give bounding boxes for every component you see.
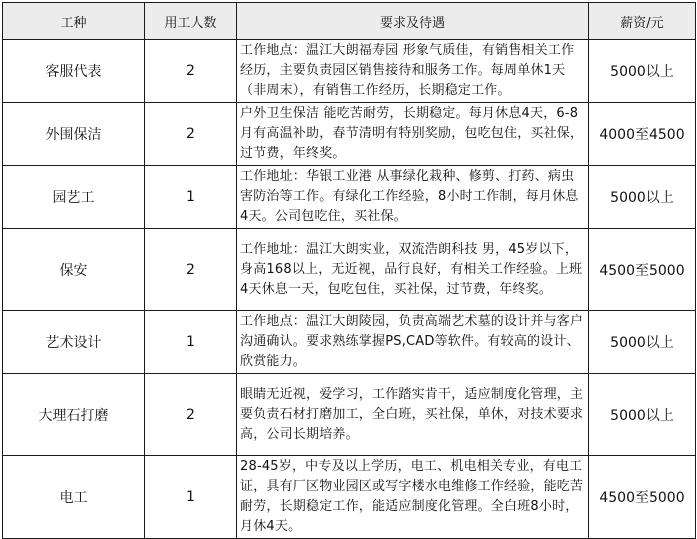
headcount-cell: 1 — [145, 311, 237, 374]
salary-cell: 5000以上 — [589, 311, 696, 374]
table-body — [3, 40, 696, 539]
headcount-cell: 2 — [145, 40, 237, 103]
headcount-cell: 2 — [145, 374, 237, 456]
requirements-cell: 工作地点：温江大朗陵园，负责高端艺术墓的设计并与客户沟通确认。要求熟练掌握PS,CAD等软件。有较高的设计、欣赏能力。 — [237, 311, 589, 374]
job-type-cell: 园艺工 — [3, 166, 145, 229]
job-type-cell: 电工 — [3, 456, 145, 539]
requirements-cell: 眼睛无近视，爱学习，工作踏实肯干，适应制度化管理，主要负责石材打磨加工，全白班，买社保，单休，对技术要求高，公司长期培养。 — [237, 374, 589, 456]
table-row — [3, 40, 696, 103]
salary-cell: 5000以上 — [589, 374, 696, 456]
salary-cell: 5000以上 — [589, 166, 696, 229]
table-row — [3, 374, 696, 456]
requirements-cell: 工作地点：温江大朗福寿园 形象气质佳，有销售相关工作经历，主要负责园区销售接待和服务工作。每周单休1天（非周末），有销售工作经历，长期稳定工作。 — [237, 40, 589, 103]
requirements-cell: 工作地址：温江大朗实业，双流浩朗科技 男，45岁以下，身高168以上，无近视，品行良好，有相关工作经验。上班4天休息一天，包吃包住，买社保，过节费，年终奖。 — [237, 229, 589, 311]
job-type-cell: 外围保洁 — [3, 103, 145, 166]
header-headcount: 用工人数 — [145, 3, 237, 40]
table-row — [3, 103, 696, 166]
salary-cell: 4500至5000 — [589, 456, 696, 539]
header-job-type: 工种 — [3, 3, 145, 40]
recruitment-table-page — [0, 2, 697, 534]
table-header — [3, 3, 696, 40]
requirements-cell: 户外卫生保洁 能吃苦耐劳，长期稳定。每月休息4天，6-8月有高温补助，春节清明有特别奖励，包吃包住，买社保，过节费，年终奖。 — [237, 103, 589, 166]
header-requirements: 要求及待遇 — [237, 3, 589, 40]
job-type-cell: 艺术设计 — [3, 311, 145, 374]
requirements-cell: 工作地址：华银工业港 从事绿化栽种、修剪、打药、病虫害防治等工作。有绿化工作经验，8小时工作制，每月休息4天。公司包吃住，买社保。 — [237, 166, 589, 229]
table-row — [3, 311, 696, 374]
job-type-cell: 大理石打磨 — [3, 374, 145, 456]
job-type-cell: 保安 — [3, 229, 145, 311]
table-row — [3, 166, 696, 229]
job-type-cell: 客服代表 — [3, 40, 145, 103]
headcount-cell: 1 — [145, 166, 237, 229]
headcount-cell: 2 — [145, 103, 237, 166]
salary-cell: 5000以上 — [589, 40, 696, 103]
salary-cell: 4500至5000 — [589, 229, 696, 311]
requirements-cell: 28-45岁，中专及以上学历，电工、机电相关专业，有电工证，具有厂区物业园区或写字楼水电维修工作经验，能吃苦耐劳，长期稳定工作，能适应制度化管理。全白班8小时，月休4天。 — [237, 456, 589, 539]
header-row — [3, 3, 696, 40]
table-row — [3, 456, 696, 539]
salary-cell: 4000至4500 — [589, 103, 696, 166]
headcount-cell: 1 — [145, 456, 237, 539]
recruitment-table — [2, 2, 696, 539]
table-row — [3, 229, 696, 311]
headcount-cell: 2 — [145, 229, 237, 311]
header-salary: 薪资/元 — [589, 3, 696, 40]
